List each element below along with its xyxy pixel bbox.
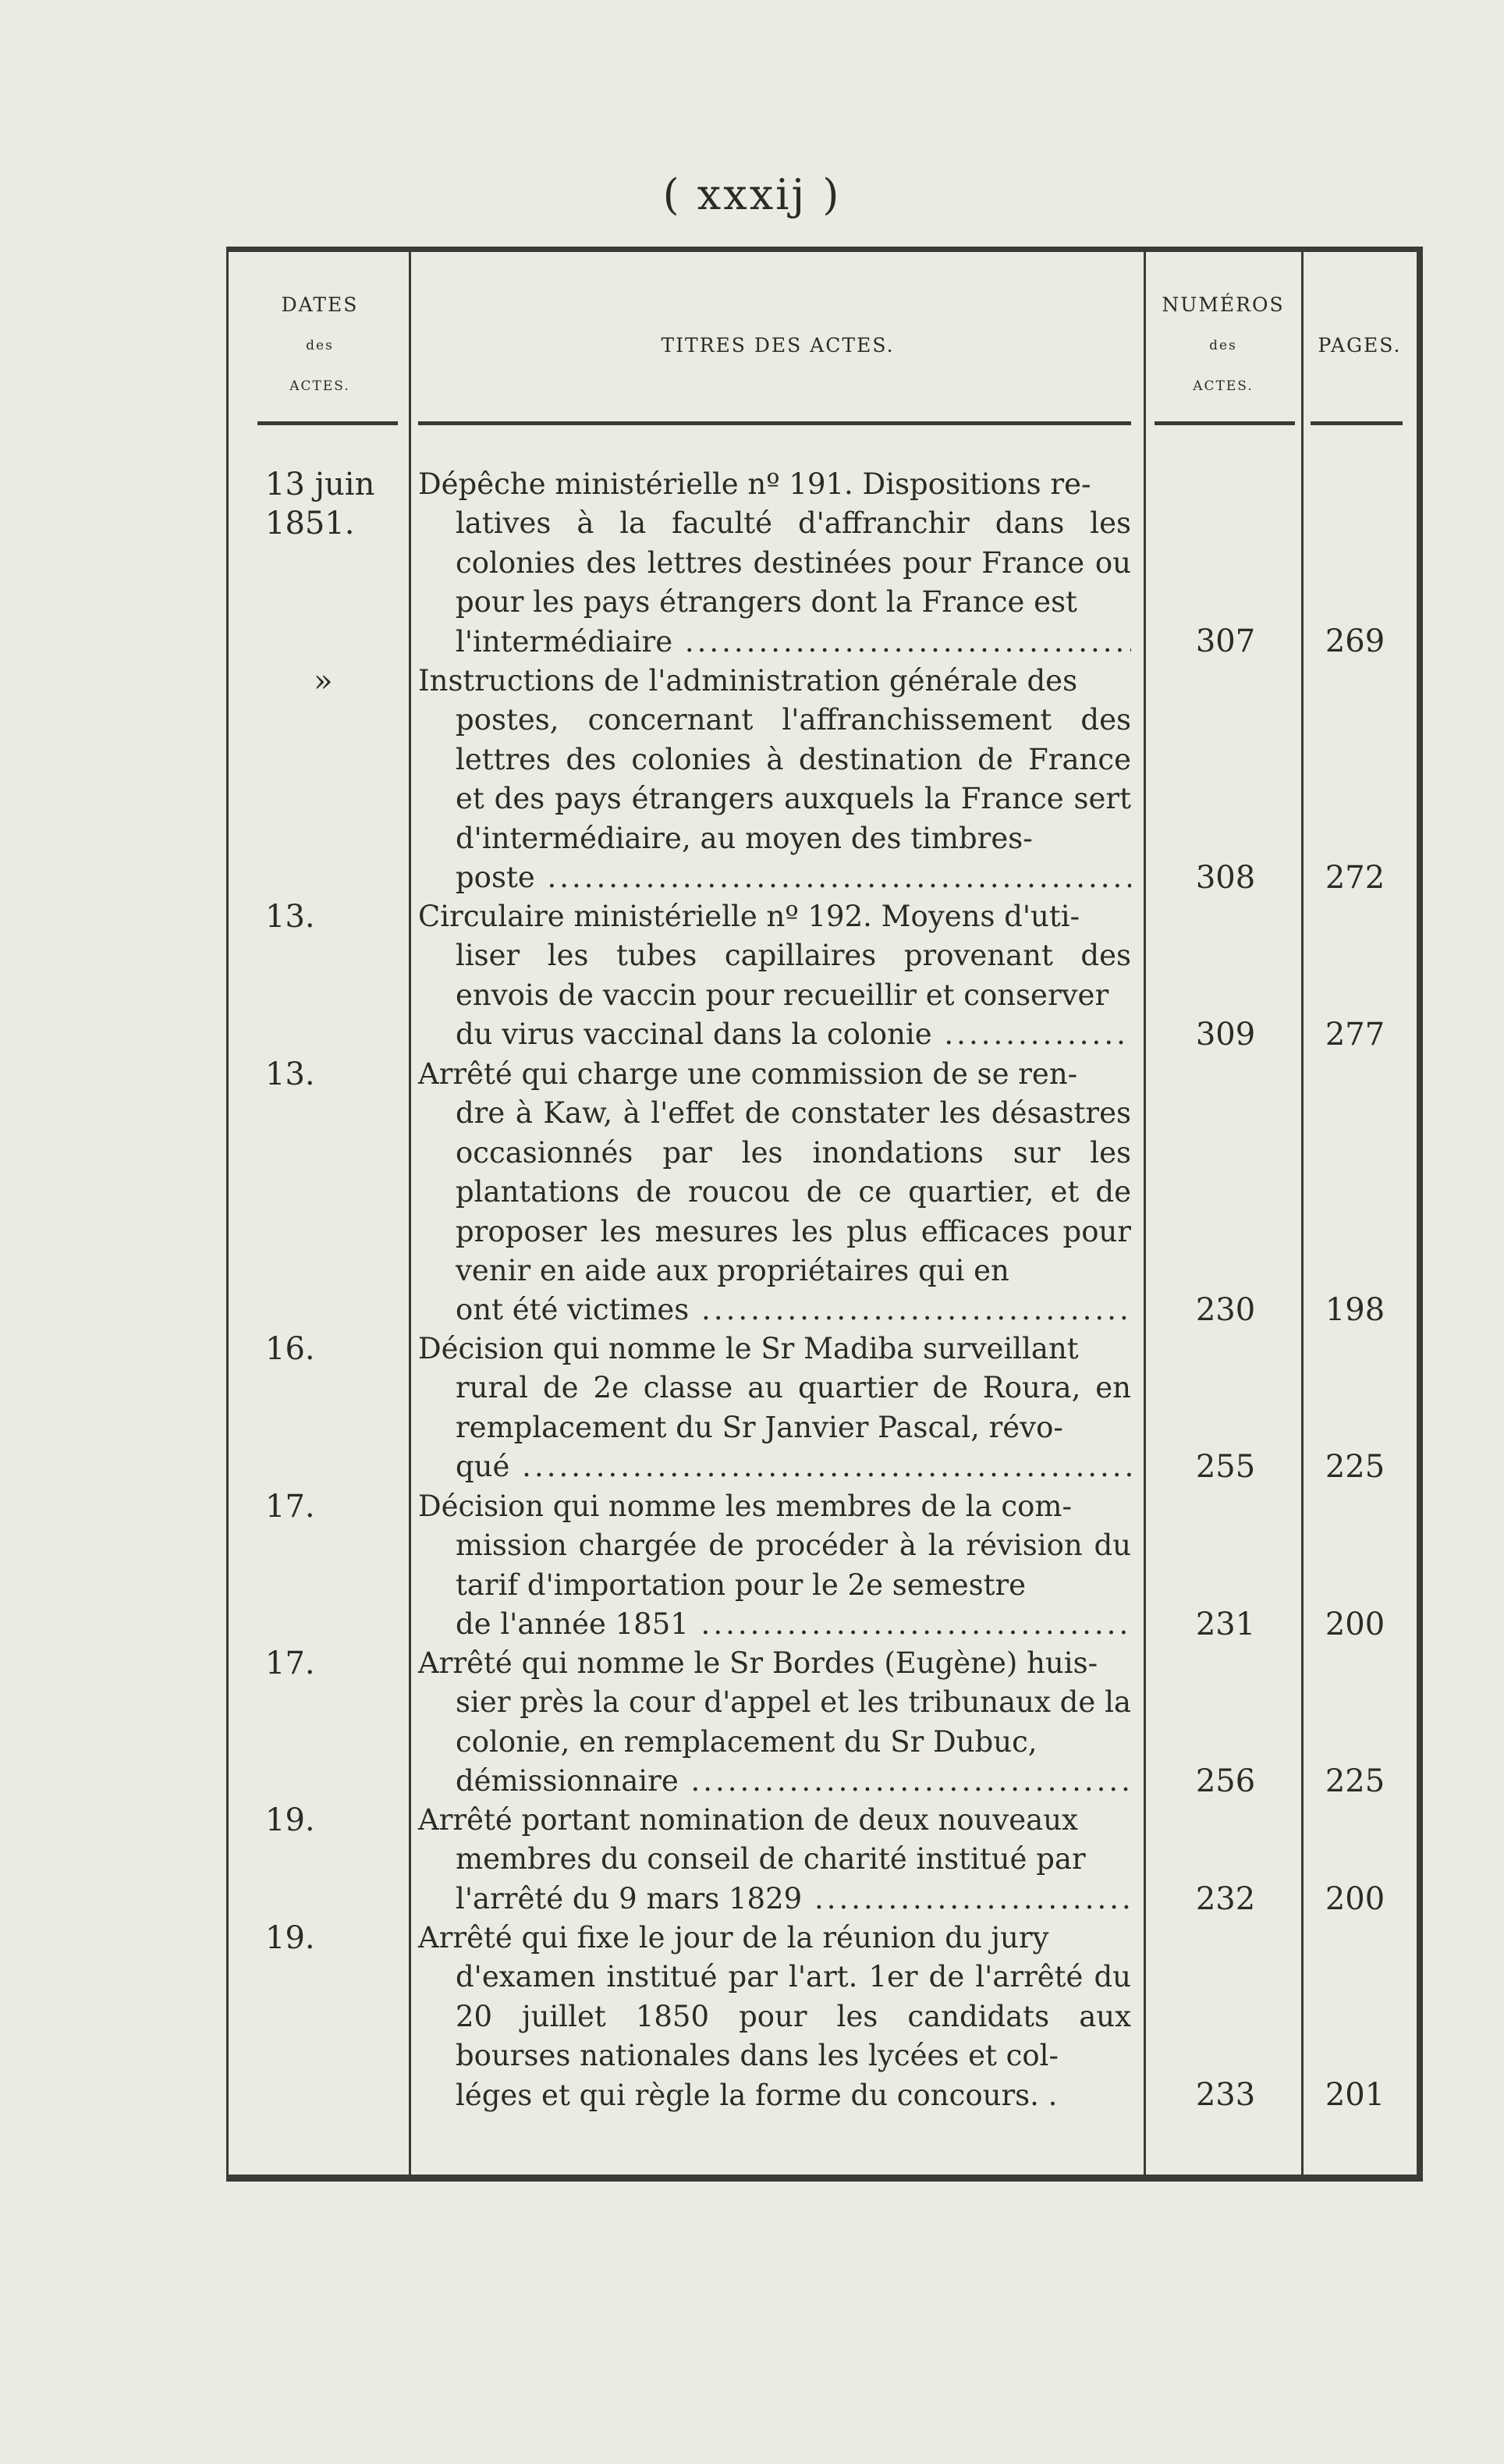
entry-title-first-line: Instructions de l'administration générale des <box>418 664 1078 698</box>
dot-leader <box>535 861 1131 894</box>
entry-act-number: 308 <box>1195 860 1256 896</box>
entry-title-last-line <box>418 1880 1131 1919</box>
entry-title <box>418 1801 1131 1919</box>
dot-leader <box>802 1882 1131 1915</box>
entry-title-last-line <box>418 858 1131 897</box>
entry-act-number: 233 <box>1195 2077 1256 2113</box>
column-divider-titres <box>1144 247 1146 2182</box>
entry-title-end: l'arrêté du 9 mars 1829 <box>456 1881 803 1915</box>
entry-date: 13. <box>265 899 315 935</box>
entry-date: 16. <box>265 1331 315 1367</box>
header-numeros <box>1147 285 1300 407</box>
entry-page: 225 <box>1325 1449 1385 1485</box>
dot-leader <box>509 1450 1131 1483</box>
header-dates-line1: DATES <box>281 293 359 316</box>
entry-title-end: l'intermédiaire <box>456 624 673 659</box>
entry-act-number: 256 <box>1195 1763 1256 1799</box>
entry-act-number: 231 <box>1195 1607 1256 1642</box>
entry-page: 277 <box>1325 1017 1385 1053</box>
column-divider-dates <box>409 247 411 2182</box>
entry-title-first-line: Décision qui nomme les membres de la com- <box>418 1489 1072 1523</box>
header-dates <box>234 285 406 407</box>
entry-title-body: mission chargée de procéder à la révision du tarif d'importation pour le 2e semestre <box>456 1528 1131 1602</box>
entry-title <box>418 465 1131 662</box>
table-left-border <box>226 247 229 2182</box>
entry-title-body: liser les tubes capillaires provenant des envois de vaccin pour recueillir et conserver <box>456 939 1131 1012</box>
entry-page: 225 <box>1325 1763 1385 1799</box>
entry-title-end: qué <box>456 1450 510 1484</box>
header-dates-line3: ACTES. <box>289 378 350 394</box>
entry-title-body: postes, concernant l'affranchissement des lettres des colonies à destination de France et des pays étrangers auxquels la France sert d'intermédiaire, au moyen des timbres- <box>456 703 1131 855</box>
entry-title <box>418 1055 1131 1330</box>
entry-page: 198 <box>1325 1292 1385 1328</box>
header-pages: PAGES. <box>1318 334 1402 357</box>
entry-title-last-line <box>418 1291 1131 1330</box>
table-right-border <box>1417 247 1423 2182</box>
dot-leader <box>689 1293 1131 1326</box>
entry-title-body: latives à la faculté d'affranchir dans les colonies des lettres destinées pour France ou pour les pays étrangers dont la France est <box>456 506 1131 620</box>
entry-title <box>418 1644 1131 1802</box>
entry-date: 13 juin 1851. <box>265 467 375 541</box>
entry-date: 17. <box>265 1489 315 1525</box>
entry-date: 17. <box>265 1646 315 1681</box>
entry-title-first-line: Arrêté portant nomination de deux nouveaux <box>418 1803 1078 1837</box>
entry-act-number: 309 <box>1195 1017 1256 1053</box>
entry-date: 19. <box>265 1802 315 1838</box>
entry-act-number: 307 <box>1195 623 1256 659</box>
entry-title-last-line <box>418 1762 1131 1801</box>
entry-title-last-line <box>418 1605 1131 1644</box>
dot-leader <box>932 1017 1131 1051</box>
entry-title-body: dre à Kaw, à l'effet de constater les désastres occasionnés par les inondations sur les plantations de roucou de ce quartier, et de proposer les mesures les plus efficaces pour venir en aide aux propriétaires qui en <box>456 1096 1131 1288</box>
entry-title-last-line <box>418 1015 1131 1054</box>
header-numeros-line1: NUMÉROS <box>1162 293 1285 316</box>
entry-title-first-line: Décision qui nomme le Sr Madiba surveillant <box>418 1332 1079 1365</box>
header-rule-pages <box>1311 421 1403 425</box>
page-number: ( xxxij ) <box>662 170 842 219</box>
entry-title <box>418 662 1131 897</box>
entry-title-body: membres du conseil de charité institué par <box>456 1842 1086 1876</box>
entry-title-first-line: Arrêté qui nomme le Sr Bordes (Eugène) huis- <box>418 1646 1098 1680</box>
entry-title-end: ont été victimes <box>456 1293 690 1327</box>
entry-title-end: de l'année 1851 <box>456 1607 689 1642</box>
entry-page: 200 <box>1325 1607 1385 1642</box>
dot-leader <box>689 1607 1131 1641</box>
header-rule-dates <box>257 421 398 425</box>
header-rule-numeros <box>1155 421 1295 425</box>
entry-act-number: 232 <box>1195 1881 1256 1917</box>
entry-title-last-line <box>418 2076 1131 2115</box>
header-rule-titres <box>418 421 1131 425</box>
header-titres: TITRES DES ACTES. <box>661 334 895 357</box>
entry-title-last-line <box>418 623 1131 662</box>
entry-title <box>418 897 1131 1055</box>
entry-title-first-line: Circulaire ministérielle nº 192. Moyens d'uti- <box>418 900 1080 933</box>
entry-page: 201 <box>1325 2077 1385 2113</box>
entry-date: 19. <box>265 1920 315 1956</box>
header-dates-line2: des <box>306 338 334 353</box>
entry-title-first-line: Dépêche ministérielle nº 191. Dispositions re- <box>418 467 1091 501</box>
entry-page: 269 <box>1325 623 1385 659</box>
entry-title-first-line: Arrêté qui charge une commission de se ren- <box>418 1057 1078 1091</box>
dot-leader <box>672 625 1131 659</box>
entry-title-end: léges et qui règle la forme du concours. . <box>456 2078 1058 2112</box>
entry-title-body: sier près la cour d'appel et les tribunaux de la colonie, en remplacement du Sr Dubuc, <box>456 1685 1131 1759</box>
entry-title-body: rural de 2e classe au quartier de Roura, en remplacement du Sr Janvier Pascal, révo- <box>456 1371 1131 1444</box>
column-divider-numeros <box>1301 247 1304 2182</box>
entry-title <box>418 1919 1131 2115</box>
entry-title-end: démissionnaire <box>456 1764 679 1798</box>
entry-date: » <box>314 663 333 699</box>
entry-title-end: poste <box>456 861 535 895</box>
header-numeros-line2: des <box>1209 338 1237 353</box>
dot-leader <box>679 1764 1131 1798</box>
entry-title-last-line <box>418 1447 1131 1486</box>
header-numeros-line3: ACTES. <box>1193 378 1254 394</box>
entry-act-number: 255 <box>1195 1449 1256 1485</box>
entry-title <box>418 1487 1131 1645</box>
entry-title-end: du virus vaccinal dans la colonie <box>456 1017 932 1052</box>
entry-page: 272 <box>1325 860 1385 896</box>
entry-page: 200 <box>1325 1881 1385 1917</box>
entry-act-number: 230 <box>1195 1292 1256 1328</box>
entry-title-body: d'examen institué par l'art. 1er de l'arrêté du 20 juillet 1850 pour les candidats aux bourses nationales dans les lycées et col- <box>456 1960 1131 2073</box>
entry-title-first-line: Arrêté qui fixe le jour de la réunion du jury <box>418 1921 1049 1955</box>
entry-date: 13. <box>265 1056 315 1092</box>
entry-title <box>418 1330 1131 1487</box>
